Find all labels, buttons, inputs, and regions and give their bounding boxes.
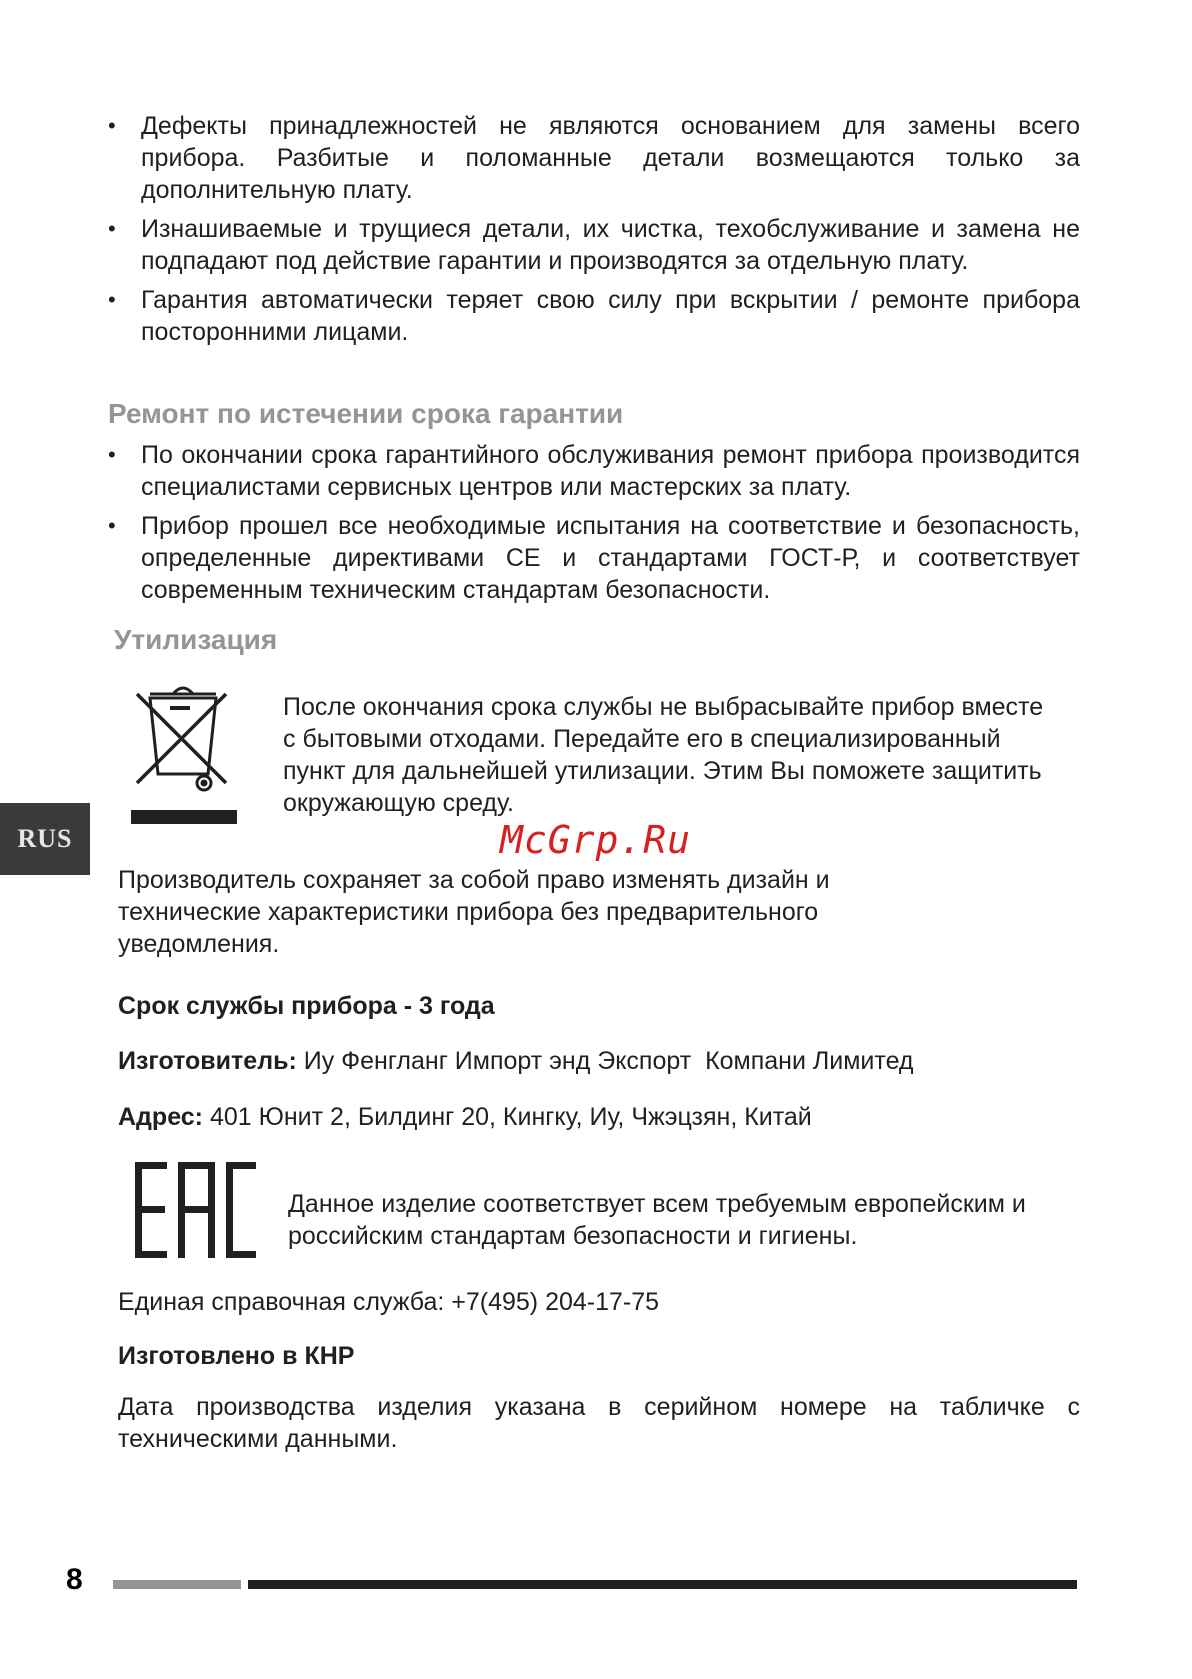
bullet-icon: • <box>108 442 116 467</box>
list-item: • Изнашиваемые и трущиеся детали, их чистка, техобслуживание и замена не подпадают под действие гарантии и производятся за отдельную плату. <box>108 215 1080 275</box>
post-warranty-bullet-list <box>108 439 1080 613</box>
list-item: • Гарантия автоматически теряет свою силу при вскрытии / ремонте прибора посторонними лицами. <box>108 286 1080 346</box>
service-life: Срок службы прибора - 3 года <box>118 992 495 1020</box>
manufacturer-line <box>118 1045 914 1077</box>
address-value: 401 Юнит 2, Билдинг 20, Кингку, Иу, Чжэцзян, Китай <box>209 1103 812 1131</box>
production-date-note: Дата производства изделия указана в серийном номере на табличке с техническими данными. <box>118 1393 1080 1453</box>
disposal-heading: Утилизация <box>114 624 278 655</box>
eac-text: Данное изделие соответствует всем требуемым европейским и российским стандартам безопасности и гигиены. <box>288 1190 1026 1250</box>
address-line <box>118 1101 812 1133</box>
list-item: • По окончании срока гарантийного обслуживания ремонт прибора производится специалистами сервисных центров или мастерских за плату. <box>108 441 1080 501</box>
crossed-out-wheelie-bin-icon <box>128 680 238 828</box>
bullet-icon: • <box>108 287 116 312</box>
list-item: • Прибор прошел все необходимые испытания на соответствие и безопасность, определенные директивами CE и стандартами ГОСТ-Р, и соответствует современным техническим стандартам безопасности. <box>108 512 1080 604</box>
footer-bar-light <box>113 1580 241 1589</box>
bullet-icon: • <box>108 513 116 538</box>
eac-mark-icon <box>133 1160 258 1260</box>
bullet-icon: • <box>108 216 116 241</box>
bullet-icon: • <box>108 113 116 138</box>
watermark: McGrp.Ru <box>500 818 692 862</box>
list-item: • Дефекты принадлежностей не являются основанием для замены всего прибора. Разбитые и поломанные детали возмещаются только за дополнительную плату. <box>108 112 1080 204</box>
page-number: 8 <box>66 1563 83 1596</box>
manufacturer-label: Изготовитель: <box>118 1047 297 1075</box>
language-tab: RUS <box>0 803 90 875</box>
manufacturer-note: Производитель сохраняет за собой право изменять дизайн и технические характеристики прибора без предварительного уведомления. <box>118 866 830 958</box>
footer-bar-dark <box>248 1580 1077 1589</box>
made-in: Изготовлено в КНР <box>118 1342 355 1370</box>
hotline: Единая справочная служба: +7(495) 204-17-75 <box>118 1288 660 1316</box>
warranty-bullet-list <box>108 110 1080 355</box>
disposal-text: После окончания срока службы не выбрасывайте прибор вместе с бытовыми отходами. Передайте его в специализированный пункт для дальнейшей утилизации. Этим Вы поможете защитить окружающую среду. <box>283 693 1044 817</box>
address-label: Адрес: <box>118 1103 203 1131</box>
post-warranty-heading: Ремонт по истечении срока гарантии <box>108 398 624 429</box>
eac-logo <box>133 1160 258 1260</box>
manufacturer-value: Иу Фенгланг Импорт энд Экспорт Компани Лимитед <box>303 1047 914 1075</box>
